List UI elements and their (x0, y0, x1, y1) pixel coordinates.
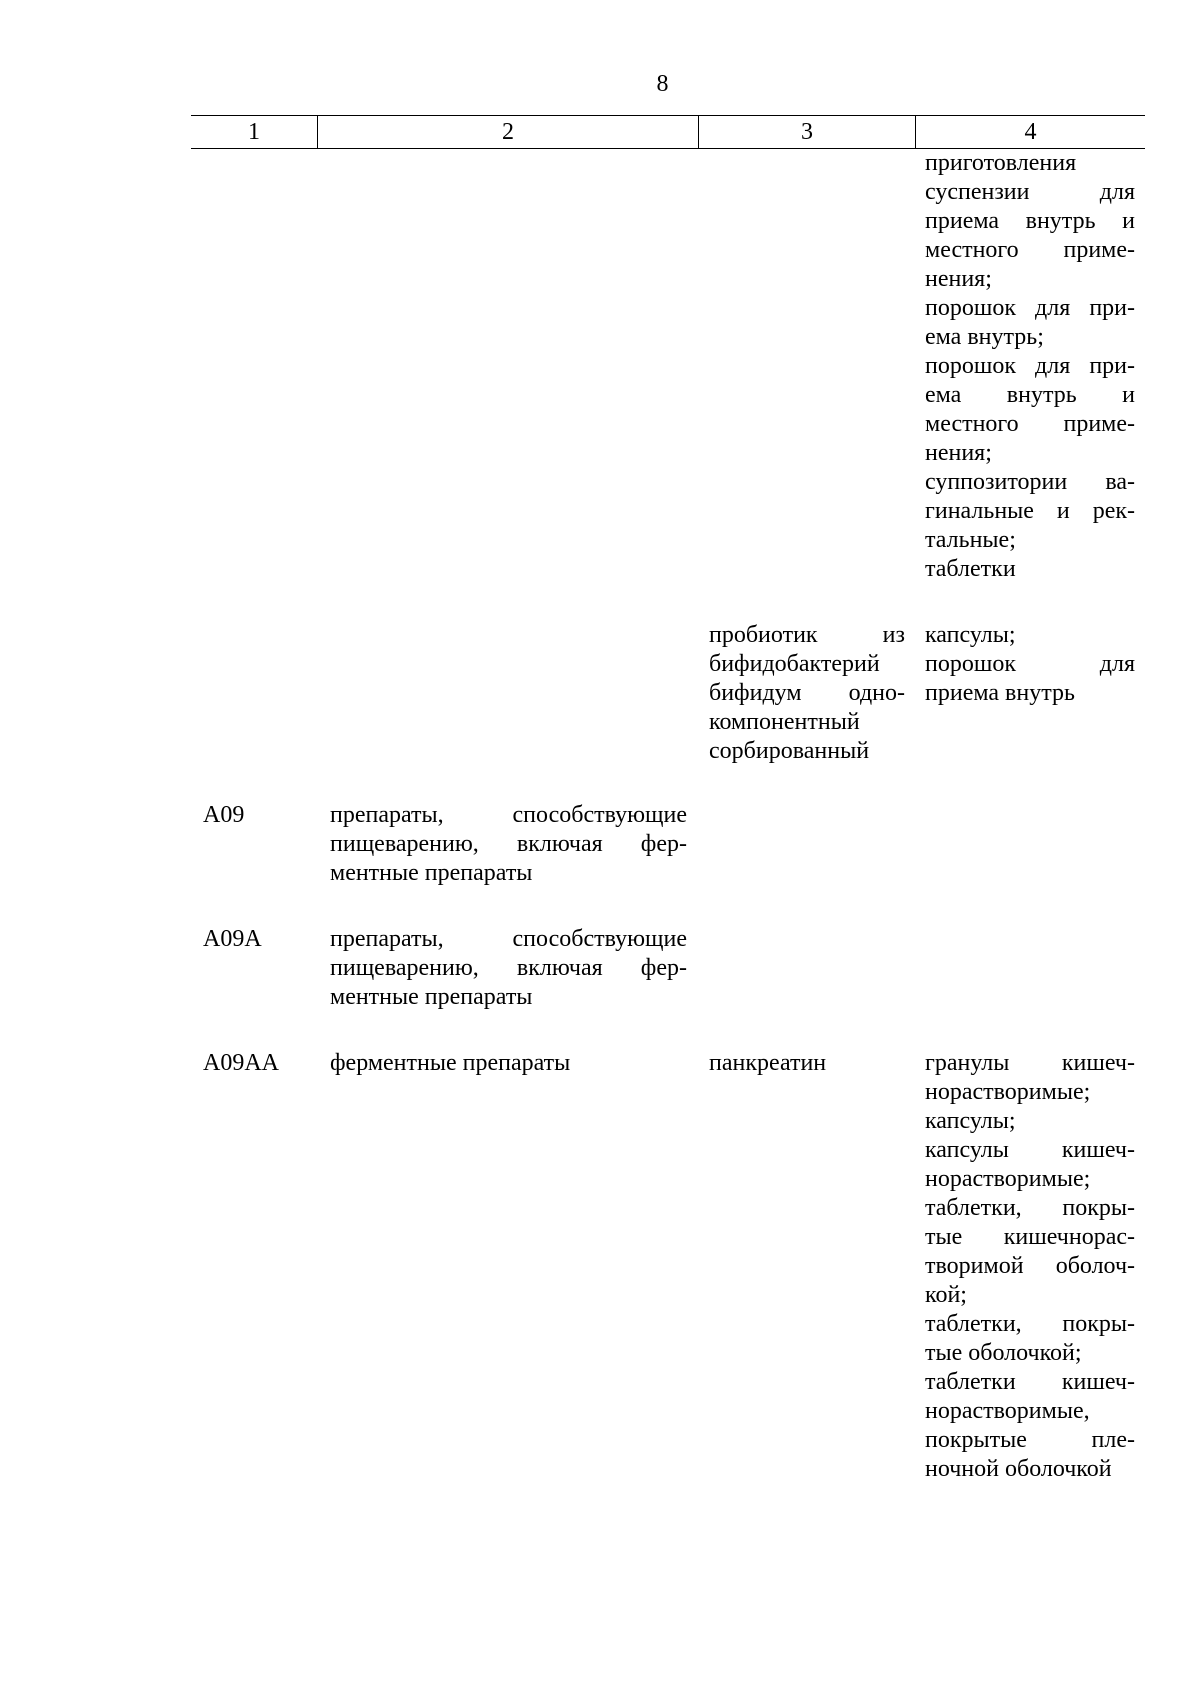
drug-name-pancreatin: панкреатин (709, 1050, 827, 1076)
text-line: бифидобактерий (709, 651, 880, 677)
atc-group-name-a09 (330, 801, 687, 888)
text-line: ночной оболочкой (925, 1456, 1112, 1482)
page-number: 8 (656, 71, 669, 97)
table-header-row (191, 115, 1145, 149)
text-line: приема внутрь и (925, 208, 1135, 234)
text-line: кой; (925, 1282, 967, 1308)
text-line: приготовления (925, 150, 1077, 176)
text-line: препараты, способствующие (330, 802, 687, 828)
text-line: капсулы; (925, 622, 1016, 648)
text-line: порошок для при- (925, 353, 1135, 379)
text-line: бифидум одно- (709, 680, 905, 706)
text-line: компонентный (709, 709, 860, 735)
text-line: порошок для при- (925, 295, 1135, 321)
text-line: сорбированный (709, 738, 870, 764)
text-line: тые кишечнорас- (925, 1224, 1135, 1250)
dosage-forms-continued (925, 149, 1135, 584)
text-line: покрытые пле- (925, 1427, 1135, 1453)
dosage-forms-probiotic (925, 621, 1135, 708)
text-line: нения; (925, 266, 992, 292)
text-line: пищеварению, включая фер- (330, 831, 687, 857)
text-line: местного приме- (925, 411, 1135, 437)
text-line: норастворимые; (925, 1166, 1091, 1192)
text-line: суппозитории ва- (925, 469, 1135, 495)
text-line: нения; (925, 440, 992, 466)
text-line: пищеварению, включая фер- (330, 955, 687, 981)
text-line: капсулы; (925, 1108, 1016, 1134)
header-col-3: 3 (698, 116, 915, 148)
text-line: творимой оболоч- (925, 1253, 1135, 1279)
header-col-4: 4 (915, 116, 1145, 148)
text-line: ментные препараты (330, 860, 533, 886)
text-line: таблетки, покры- (925, 1195, 1135, 1221)
text-line: тые оболочкой; (925, 1340, 1082, 1366)
atc-code-a09a: A09A (203, 926, 262, 952)
text-line: таблетки, покры- (925, 1311, 1135, 1337)
atc-code-a09aa: A09AA (203, 1050, 279, 1076)
text-line: норастворимые; (925, 1079, 1091, 1105)
text-line: ема внутрь; (925, 324, 1044, 350)
text-line: таблетки кишеч- (925, 1369, 1135, 1395)
text-line: ема внутрь и (925, 382, 1135, 408)
text-line: тальные; (925, 527, 1016, 553)
text-line: местного приме- (925, 237, 1135, 263)
text-line: пробиотик из (709, 622, 905, 648)
header-col-1: 1 (248, 119, 260, 145)
text-line: гинальные и рек- (925, 498, 1135, 524)
text-line: таблетки (925, 556, 1016, 582)
dosage-forms-pancreatin (925, 1049, 1135, 1484)
text-line: препараты, способствующие (330, 926, 687, 952)
text-line: порошок для (925, 651, 1135, 677)
text-line: норастворимые, (925, 1398, 1090, 1424)
text-line: суспензии для (925, 179, 1135, 205)
text-line: капсулы кишеч- (925, 1137, 1135, 1163)
header-col-2: 2 (317, 116, 698, 148)
atc-group-name-a09aa: ферментные препараты (330, 1050, 571, 1076)
drug-name-probiotic (709, 621, 905, 766)
text-line: приема внутрь (925, 680, 1075, 706)
text-line: ментные препараты (330, 984, 533, 1010)
text-line: гранулы кишеч- (925, 1050, 1135, 1076)
atc-group-name-a09a (330, 925, 687, 1012)
atc-code-a09: A09 (203, 802, 245, 828)
